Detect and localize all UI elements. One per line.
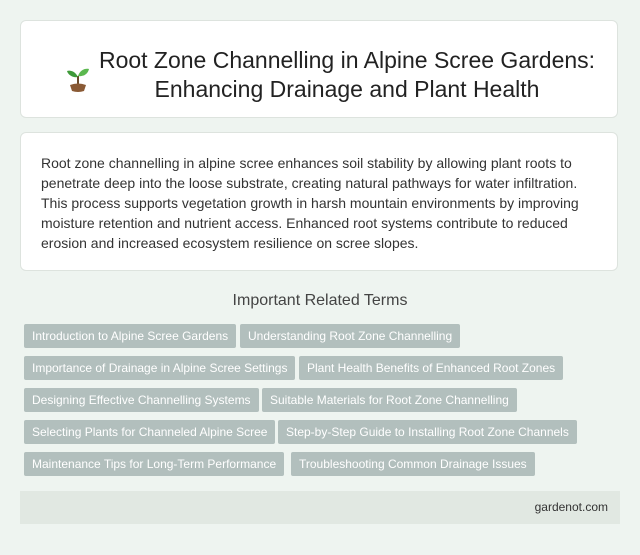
related-terms-heading: Important Related Terms <box>232 292 408 309</box>
term-tag[interactable]: Step-by-Step Guide to Installing Root Zone Channels <box>278 420 577 444</box>
term-tag[interactable]: Maintenance Tips for Long-Term Performance <box>24 452 284 476</box>
term-tag[interactable]: Designing Effective Channelling Systems <box>24 388 259 412</box>
term-tag[interactable]: Understanding Root Zone Channelling <box>240 324 460 348</box>
term-tag[interactable]: Troubleshooting Common Drainage Issues <box>291 452 535 476</box>
title-card <box>20 20 618 118</box>
term-tag[interactable]: Suitable Materials for Root Zone Channelling <box>262 388 517 412</box>
term-tag[interactable]: Introduction to Alpine Scree Gardens <box>24 324 236 348</box>
term-tag[interactable]: Importance of Drainage in Alpine Scree Settings <box>24 356 295 380</box>
footer <box>20 491 620 524</box>
page-title: Root Zone Channelling in Alpine Scree Gardens: Enhancing Drainage and Plant Health <box>98 47 596 102</box>
intro-paragraph: Root zone channelling in alpine scree enhances soil stability by allowing plant roots to penetrate deep into the loose substrate, creating natural pathways for water infiltration. This process supports vegetation growth in harsh mountain environments by improving moisture retention and nutrient access. Enhanced root systems contribute to reduced erosion and increased ecosystem resilience on scree slopes. <box>41 155 579 251</box>
intro-card <box>20 132 618 271</box>
term-tag[interactable]: Selecting Plants for Channeled Alpine Scree <box>24 420 275 444</box>
term-tag[interactable]: Plant Health Benefits of Enhanced Root Zones <box>299 356 563 380</box>
footer-site-link[interactable]: gardenot.com <box>534 500 608 514</box>
